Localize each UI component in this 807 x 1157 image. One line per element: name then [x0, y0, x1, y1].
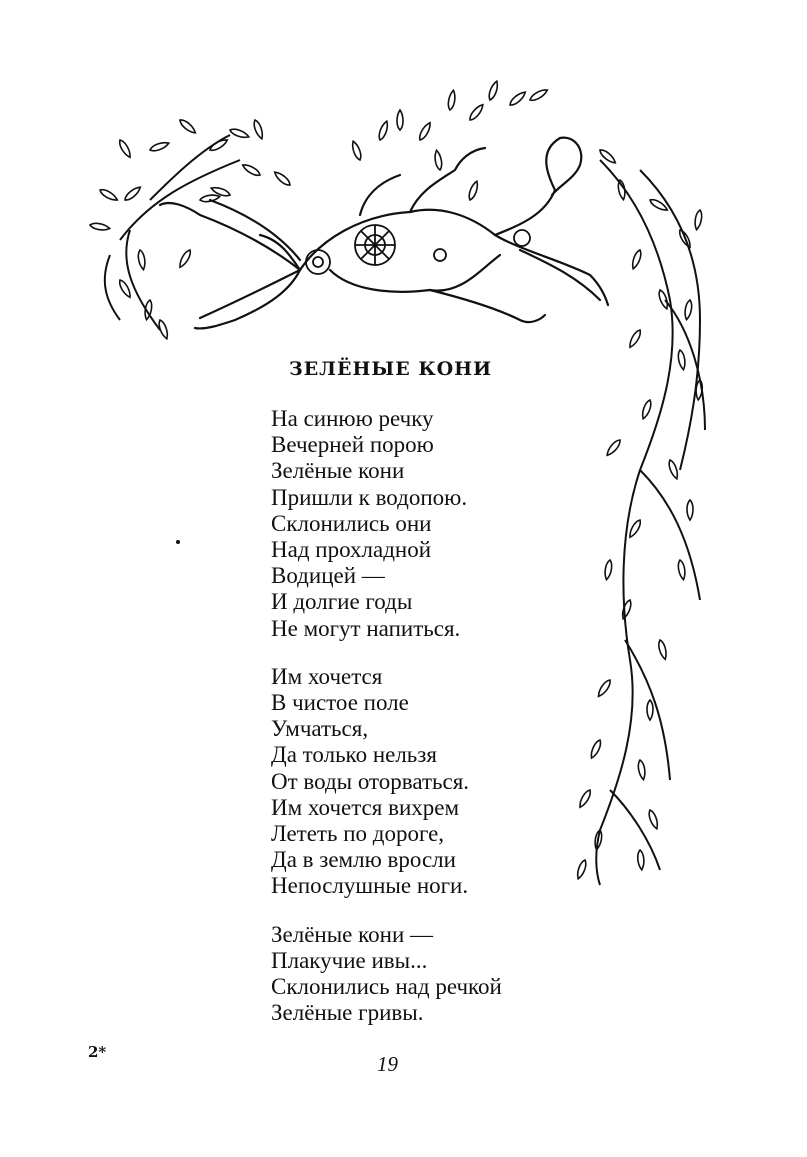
poem-line: Склонились над речкой	[271, 974, 502, 1000]
right-willow-branch	[596, 160, 705, 885]
poem-line: Водицей —	[271, 563, 385, 589]
poem-line: Не могут напиться.	[271, 615, 461, 641]
poem-line: От воды оторваться.	[271, 768, 470, 794]
poem-line: В чистое поле	[271, 690, 409, 716]
poem-line: Вечерней порою	[271, 432, 434, 458]
signature-mark: 2*	[88, 1043, 107, 1061]
poem-line: Да только нельзя	[271, 742, 437, 768]
print-speck	[176, 540, 180, 544]
stanza-1	[271, 406, 591, 642]
poem-body	[271, 406, 591, 1048]
left-willow-leaves	[89, 118, 264, 340]
poem-line: Лететь по дороге,	[271, 821, 445, 847]
left-willow-branch	[105, 135, 240, 330]
poem-line: Зелёные кони	[271, 458, 405, 484]
poem-line: Плакучие ивы...	[271, 947, 428, 973]
poem-line: Склонились они	[271, 510, 432, 536]
poem-line: На синюю речку	[271, 406, 434, 431]
poem-line: И долгие годы	[271, 589, 413, 615]
poem-line: Пришли к водопою.	[271, 484, 468, 510]
right-willow-leaves	[575, 148, 703, 880]
poem-line: Умчаться,	[271, 716, 369, 742]
mane-leaves	[210, 80, 549, 201]
poem-line: Им хочется	[271, 663, 383, 689]
poem-line: Зелёные кони —	[271, 921, 434, 947]
stanza-2	[271, 664, 591, 900]
poem-line: Им хочется вихрем	[271, 794, 460, 820]
poem-title: ЗЕЛЁНЫЕ КОНИ	[289, 358, 493, 380]
poem-line: Зелёные гривы.	[271, 1000, 424, 1026]
stanza-3	[271, 922, 591, 1027]
poem-line: Непослушные ноги.	[271, 873, 469, 899]
page-number: 19	[377, 1052, 398, 1076]
poem-line: Над прохладной	[271, 537, 432, 563]
poem-line: Да в землю вросли	[271, 847, 456, 873]
